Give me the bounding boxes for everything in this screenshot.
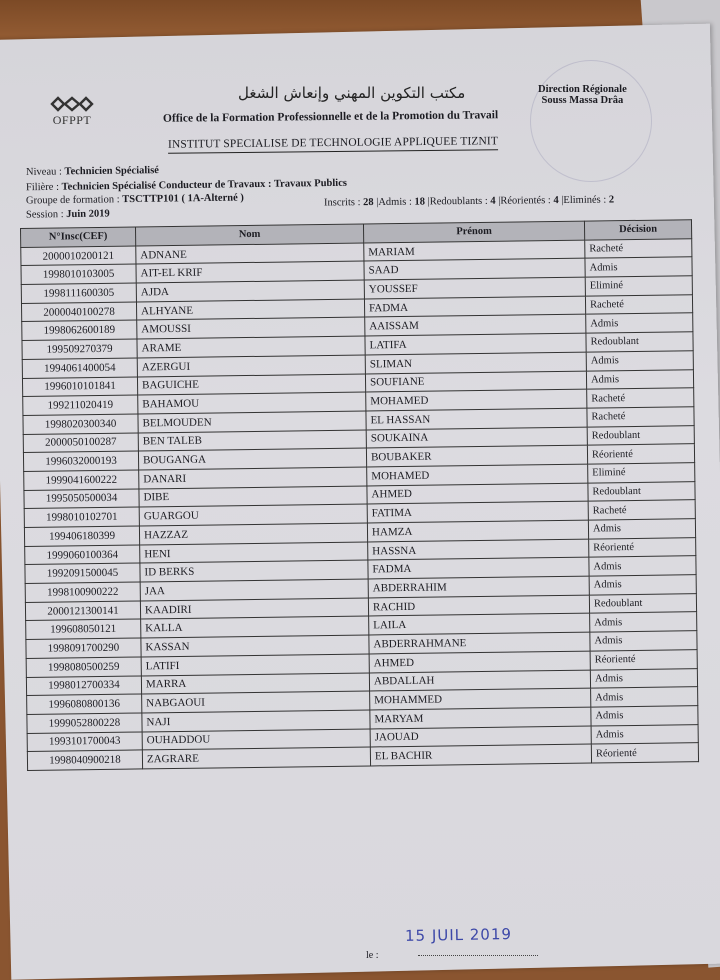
cell-cef: 2000010200121 xyxy=(21,246,136,266)
cell-decision: Réorienté xyxy=(591,743,698,763)
cell-nom: KAADIRI xyxy=(140,598,368,620)
cell-prenom: ABDERRAHMANE xyxy=(369,632,590,654)
cell-decision: Admis xyxy=(588,519,695,539)
redoublants-count: 4 xyxy=(490,195,496,207)
cell-nom: ARAME xyxy=(137,336,365,358)
cell-cef: 1994061400054 xyxy=(22,358,137,378)
cell-decision: Racheté xyxy=(587,407,694,427)
filiere-line xyxy=(26,178,347,193)
cell-cef: 1995050500034 xyxy=(24,489,139,509)
cell-prenom: AHMED xyxy=(367,483,588,505)
cell-cef: 2000040100278 xyxy=(21,302,136,322)
cell-nom: OUHADDOU xyxy=(142,729,370,751)
column-header-decision: Décision xyxy=(584,220,691,240)
direction-regionale xyxy=(538,84,627,106)
cell-cef: 1998012700334 xyxy=(26,675,141,695)
session-line xyxy=(26,208,110,220)
cell-prenom: ABDALLAH xyxy=(369,670,590,692)
cell-decision: Admis xyxy=(585,257,692,277)
cell-decision: Redoublant xyxy=(587,425,694,445)
cell-decision: Admis xyxy=(586,351,693,371)
cell-prenom: EL BACHIR xyxy=(370,744,591,766)
cell-prenom: EL HASSAN xyxy=(366,408,587,430)
cell-prenom: LATIFA xyxy=(365,333,586,355)
niveau-label: Niveau : xyxy=(25,166,65,178)
cell-decision: Admis xyxy=(589,575,696,595)
cell-nom: NAJI xyxy=(142,710,370,732)
cell-cef: 199211020419 xyxy=(23,395,138,415)
cell-prenom: LAILA xyxy=(369,614,590,636)
cell-cef: 1996032000193 xyxy=(23,451,138,471)
cell-prenom: HASSNA xyxy=(368,539,589,561)
cell-decision: Admis xyxy=(586,369,693,389)
cell-nom: AIT-EL KRIF xyxy=(136,261,364,283)
filiere-label: Filière : xyxy=(25,181,62,194)
cell-cef: 1998062600189 xyxy=(22,320,137,340)
cell-prenom: FADMA xyxy=(368,557,589,579)
cell-decision: Racheté xyxy=(587,388,694,408)
cell-cef: 1996080800136 xyxy=(27,694,142,714)
cell-decision: Admis xyxy=(591,687,698,707)
cell-decision: Racheté xyxy=(588,500,695,520)
filiere-value: Technicien Spécialisé Conducteur de Travaux : Travaux Publics xyxy=(61,177,348,193)
cell-decision: Racheté xyxy=(585,294,692,314)
cell-cef: 1996010101841 xyxy=(22,376,137,396)
session-label: Session : xyxy=(25,209,67,221)
logo-label: OFPPT xyxy=(52,113,92,127)
cell-nom: ID BERKS xyxy=(140,560,368,582)
cell-prenom: MOHAMED xyxy=(367,464,588,486)
arabic-title: مكتب التكوين المهني وإنعاش الشغل xyxy=(238,84,466,102)
results-table xyxy=(20,219,699,771)
cell-nom: BEN TALEB xyxy=(138,430,366,452)
stats-summary xyxy=(324,194,614,208)
cell-prenom: SLIMAN xyxy=(365,352,586,374)
cell-cef: 1993101700043 xyxy=(27,732,142,752)
cell-nom: MARRA xyxy=(141,672,369,694)
cell-cef: 1998020300340 xyxy=(23,414,138,434)
ofppt-diamonds-icon xyxy=(50,96,94,112)
cell-prenom: ABDERRAHIM xyxy=(368,576,589,598)
cell-cef: 1999041600222 xyxy=(24,470,139,490)
cell-cef: 2000121300141 xyxy=(25,601,140,621)
cell-decision: Admis xyxy=(591,706,698,726)
results-table-wrapper xyxy=(20,219,699,771)
cell-nom: DANARI xyxy=(139,467,367,489)
cell-decision: Eliminé xyxy=(588,463,695,483)
cell-prenom: HAMZA xyxy=(367,520,588,542)
cell-decision: Réorienté xyxy=(590,649,697,669)
cell-prenom: AAISSAM xyxy=(365,315,586,337)
column-header-cef: N°Insc(CEF) xyxy=(21,227,136,247)
cell-cef: 1998091700290 xyxy=(26,638,141,658)
cell-nom: ALHYANE xyxy=(136,299,364,321)
cell-decision: Admis xyxy=(590,612,697,632)
admis-label: |Admis : xyxy=(373,196,415,208)
reorientes-label: |Réorientés : xyxy=(495,195,554,207)
cell-decision: Eliminé xyxy=(585,276,692,296)
column-header-nom: Nom xyxy=(135,224,363,246)
cell-nom: BELMOUDEN xyxy=(138,411,366,433)
signature-dotted-line xyxy=(418,955,538,956)
cell-nom: AZERGUI xyxy=(137,355,365,377)
cell-nom: BOUGANGA xyxy=(138,448,366,470)
cell-prenom: FATIMA xyxy=(367,501,588,523)
cell-decision: Redoublant xyxy=(588,481,695,501)
cell-cef: 1998111600305 xyxy=(21,283,136,303)
cell-decision: Redoublant xyxy=(586,332,693,352)
office-title: Office de la Formation Professionnelle et de la Promotion du Travail xyxy=(162,109,499,125)
admis-count: 18 xyxy=(414,196,426,208)
cell-cef: 1999052800228 xyxy=(27,713,142,733)
cell-nom: DIBE xyxy=(139,486,367,508)
cell-nom: BAHAMOU xyxy=(138,392,366,414)
inscrits-count: 28 xyxy=(363,197,374,209)
cell-decision: Admis xyxy=(591,724,698,744)
cell-prenom: RACHID xyxy=(368,595,589,617)
cell-prenom: SAAD xyxy=(364,258,585,280)
cell-decision: Racheté xyxy=(585,238,692,258)
cell-decision: Réorienté xyxy=(587,444,694,464)
cell-cef: 199509270379 xyxy=(22,339,137,359)
cell-prenom: FADMA xyxy=(364,296,585,318)
cell-decision: Admis xyxy=(590,668,697,688)
cell-nom: LATIFI xyxy=(141,654,369,676)
ofppt-logo xyxy=(47,96,97,128)
cell-nom: HENI xyxy=(140,542,368,564)
direction-line-2: Souss Massa Drâa xyxy=(541,95,624,106)
cell-prenom: AHMED xyxy=(369,651,590,673)
cell-cef: 1992091500045 xyxy=(25,563,140,583)
cell-decision: Admis xyxy=(590,631,697,651)
cell-cef: 2000050100287 xyxy=(23,433,138,453)
cell-cef: 199608050121 xyxy=(26,619,141,639)
cell-cef: 1998010102701 xyxy=(24,507,139,527)
cell-prenom: SOUFIANE xyxy=(365,371,586,393)
cell-decision: Redoublant xyxy=(589,593,696,613)
session-value: Juin 2019 xyxy=(66,208,110,221)
redoublants-label: |Redoublants : xyxy=(424,195,491,208)
direction-line-1: Direction Régionale xyxy=(538,84,627,95)
elimines-label: |Eliminés : xyxy=(558,194,609,207)
cell-cef: 1998100900222 xyxy=(25,582,140,602)
cell-prenom: MOHAMMED xyxy=(370,688,591,710)
cell-decision: Admis xyxy=(589,556,696,576)
cell-nom: KASSAN xyxy=(141,635,369,657)
cell-nom: KALLA xyxy=(141,616,369,638)
faded-stamp xyxy=(530,60,652,182)
cell-nom: ADNANE xyxy=(136,243,364,265)
cell-nom: ZAGRARE xyxy=(142,747,370,769)
cell-prenom: MARYAM xyxy=(370,707,591,729)
cell-prenom: JAOUAD xyxy=(370,726,591,748)
cell-cef: 1998080500259 xyxy=(26,657,141,677)
cell-cef: 1999060100364 xyxy=(25,545,140,565)
groupe-label: Groupe de formation : xyxy=(25,194,123,207)
cell-prenom: BOUBAKER xyxy=(366,445,587,467)
column-header-prenom: Prénom xyxy=(363,221,584,243)
groupe-value: TSCTTP101 ( 1A-Alterné ) xyxy=(122,192,244,206)
table-body xyxy=(21,238,699,770)
cell-cef: 1998040900218 xyxy=(27,750,142,770)
cell-prenom: MOHAMED xyxy=(366,389,587,411)
le-label: le : xyxy=(366,950,379,961)
cell-nom: BAGUICHE xyxy=(137,373,365,395)
cell-nom: AJDA xyxy=(136,280,364,302)
niveau-value: Technicien Spécialisé xyxy=(64,165,159,178)
cell-nom: HAZZAZ xyxy=(139,523,367,545)
reorientes-count: 4 xyxy=(553,195,559,207)
date-stamp: 15 JUIL 2019 xyxy=(404,925,513,945)
cell-decision: Réorienté xyxy=(589,537,696,557)
niveau-line xyxy=(26,165,159,178)
cell-prenom: SOUKAINA xyxy=(366,427,587,449)
cell-nom: NABGAOUI xyxy=(142,691,370,713)
cell-cef: 199406180399 xyxy=(24,526,139,546)
cell-nom: GUARGOU xyxy=(139,504,367,526)
groupe-line xyxy=(26,192,244,206)
institut-title: INSTITUT SPECIALISE DE TECHNOLOGIE APPLIQUEE TIZNIT xyxy=(168,135,498,153)
cell-prenom: YOUSSEF xyxy=(364,277,585,299)
cell-prenom: MARIAM xyxy=(364,240,585,262)
elimines-count: 2 xyxy=(608,194,615,206)
inscrits-label: Inscrits : xyxy=(323,197,364,209)
cell-nom: AMOUSSI xyxy=(137,317,365,339)
cell-decision: Admis xyxy=(586,313,693,333)
cell-cef: 1998010103005 xyxy=(21,264,136,284)
cell-nom: JAA xyxy=(140,579,368,601)
